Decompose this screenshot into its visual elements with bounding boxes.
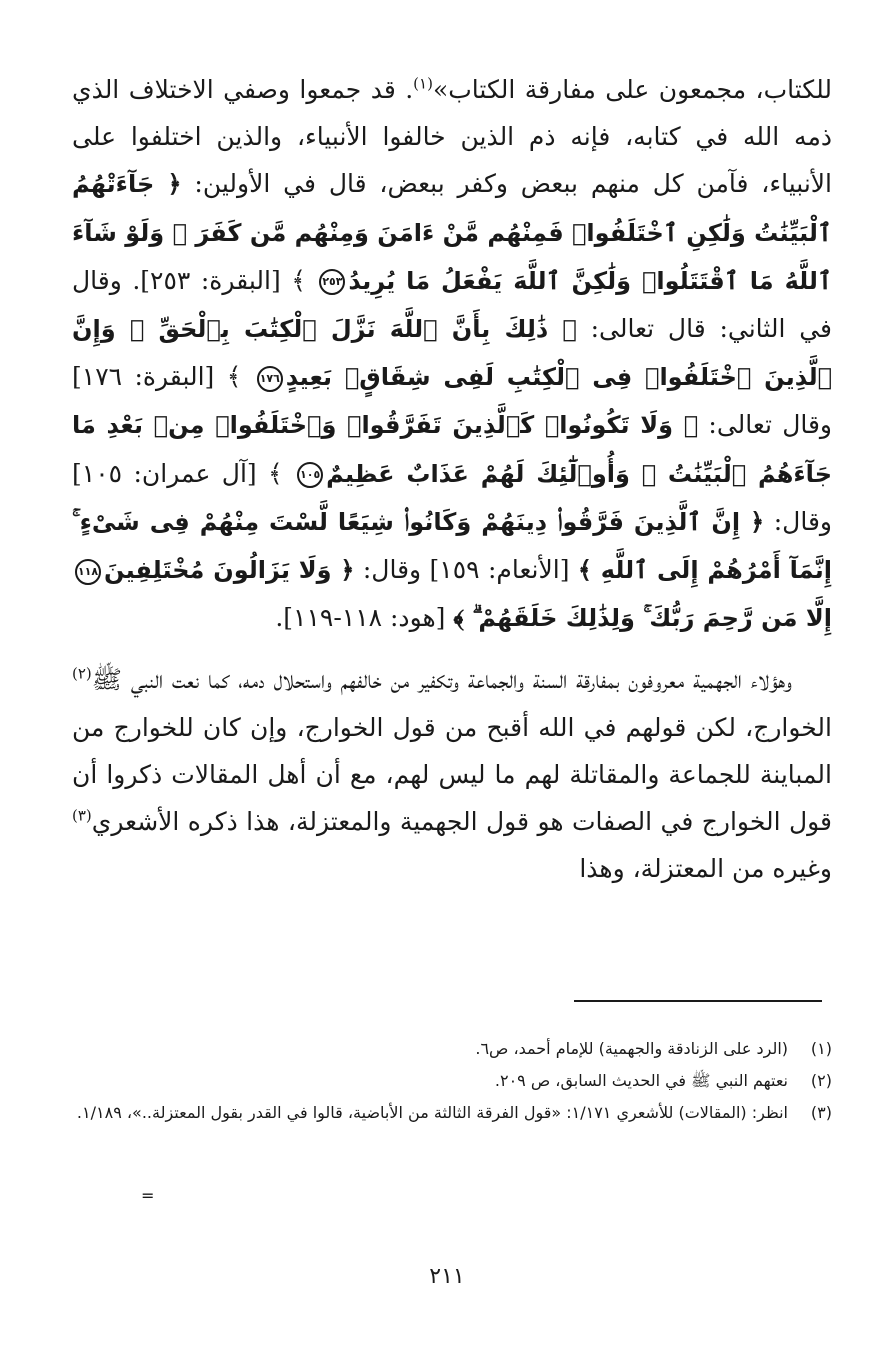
continuation-mark: = [141, 1186, 155, 1205]
footnote-text: (الرد على الزنادقة والجهمية) للإمام أحمد، ص٦. [475, 1039, 788, 1058]
ayah-number-marker: ٢٥٣ [319, 269, 345, 295]
footnote-number: (١) [810, 1039, 832, 1058]
text-run: وهؤلاء الجهمية معروفون بمفارقة السنة والجماعة وتكفير من خالفهم واستحلال دمه، كما نعت النبي ﷺ [91, 665, 792, 695]
footnotes [62, 1034, 832, 1130]
footnote-ref-1[interactable]: (١) [413, 74, 433, 93]
quran-verse-hud-119: إِلَّا مَن رَّحِمَ رَبُّكَ ۚ وَلِذَٰلِكَ خَلَقَهُمْ ۗ ﴾ [453, 604, 832, 633]
footnote-3 [62, 1098, 832, 1128]
text-run: [هود: ١١٨-١١٩]. [275, 603, 454, 633]
quran-verse-anam-159: ﴿ إِنَّ ٱلَّذِينَ فَرَّقُوا۟ دِينَهُمْ وَكَانُوا۟ شِيَعًا لَّسْتَ مِنْهُمْ فِى شَىْءٍ ۚ إِنَّمَآ أَمْرُهُمْ إِلَى ٱللَّهِ ﴾ [72, 507, 833, 585]
text-run: [الأنعام: ١٥٩] وقال: [354, 555, 578, 585]
text-run: ﴾ [آل عمران: ١٠٥] وقال: [72, 458, 832, 536]
footnote-divider [574, 1000, 822, 1002]
text-run: ﴾ [البقرة: ٢٥٣]. وقال في الثاني: قال تعالى: [72, 265, 832, 344]
ayah-number-marker: ١٠٥ [297, 462, 323, 488]
quran-verse-hud-118: ﴿ وَلَا يَزَالُونَ مُخْتَلِفِينَ [104, 556, 355, 585]
quran-verse-baqarah-176: ﴿ ذَٰلِكَ بِأَنَّ ٱللَّهَ نَزَّلَ ٱلْكِتَٰبَ بِٱلْحَقِّ ۗ وَإِنَّ ٱلَّذِينَ ٱخْتَلَفُوا۟ فِى ٱلْكِتَٰبِ لَفِى شِقَاقٍۭ بَعِيدٍ [72, 315, 832, 392]
quran-verse-baqarah-253: ﴿ جَآءَتْهُمُ ٱلْبَيِّنَٰتُ وَلَٰكِنِ ٱخْتَلَفُوا۟ فَمِنْهُم مَّنْ ءَامَنَ وَمِنْهُم مَّن كَفَرَ ۚ وَلَوْ شَآءَ ٱللَّهُ مَا ٱقْتَتَلُوا۟ وَلَٰكِنَّ ٱللَّهَ يَفْعَلُ مَا يُرِيدُ [72, 170, 833, 295]
footnote-1 [62, 1034, 832, 1064]
paragraph-2 [72, 656, 832, 892]
footnote-text: انظر: (المقالات) للأشعري ١/١٧١: «قول الفرقة الثالثة من الأباضية، قالوا في القدر بقول المعتزلة..»، ١/١٨٩. [76, 1103, 788, 1122]
text-run: ﴾ [البقرة: ١٧٦] وقال تعالى: [72, 362, 832, 440]
text-run: للكتاب، مجمعون على مفارقة الكتاب» [432, 75, 833, 104]
quran-verse-aal-imran-105: ﴿ وَلَا تَكُونُوا۟ كَٱلَّذِينَ تَفَرَّقُوا۟ وَٱخْتَلَفُوا۟ مِنۢ بَعْدِ مَا جَآءَهُمُ ٱلْبَيِّنَٰتُ ۚ وَأُو۟لَٰٓئِكَ لَهُمْ عَذَابٌ عَظِيمٌ [72, 411, 832, 488]
footnote-2 [62, 1066, 832, 1096]
paragraph-1 [72, 66, 832, 642]
footnote-number: (٣) [810, 1103, 832, 1122]
ayah-number-marker: ١٧٦ [257, 366, 283, 392]
text-run: وغيره من المعتزلة، وهذا [579, 854, 832, 884]
main-text [72, 66, 832, 892]
text-run: . قد جمعوا وصفي الاختلاف الذي ذمه الله في كتابه، فإنه ذم الذين خالفوا الأنبياء، والذين اختلفوا على الأنبياء، فآمن كل منهم ببعض وكفر ببعض، قال في الأولين: [72, 75, 832, 199]
ayah-number-marker: ١١٨ [75, 559, 101, 585]
footnote-ref-2[interactable]: (٢) [72, 665, 92, 684]
page-number: ٢١١ [429, 1264, 465, 1289]
text-run: الخوارج، لكن قولهم في الله أقبح من قول الخوارج، وإن كان للخوارج من المباينة للجماعة والمقاتلة لهم ما ليس لهم، مع أن أهل المقالات ذكروا أن قول الخوارج في الصفات هو قول الجهمية والمعتزلة، هذا ذكره الأشعري [72, 712, 832, 837]
footnote-text: نعتهم النبي ﷺ في الحديث السابق، ص ٢٠٩. [494, 1071, 788, 1090]
footnote-ref-3[interactable]: (٣) [72, 806, 92, 825]
footnote-number: (٢) [810, 1071, 832, 1090]
